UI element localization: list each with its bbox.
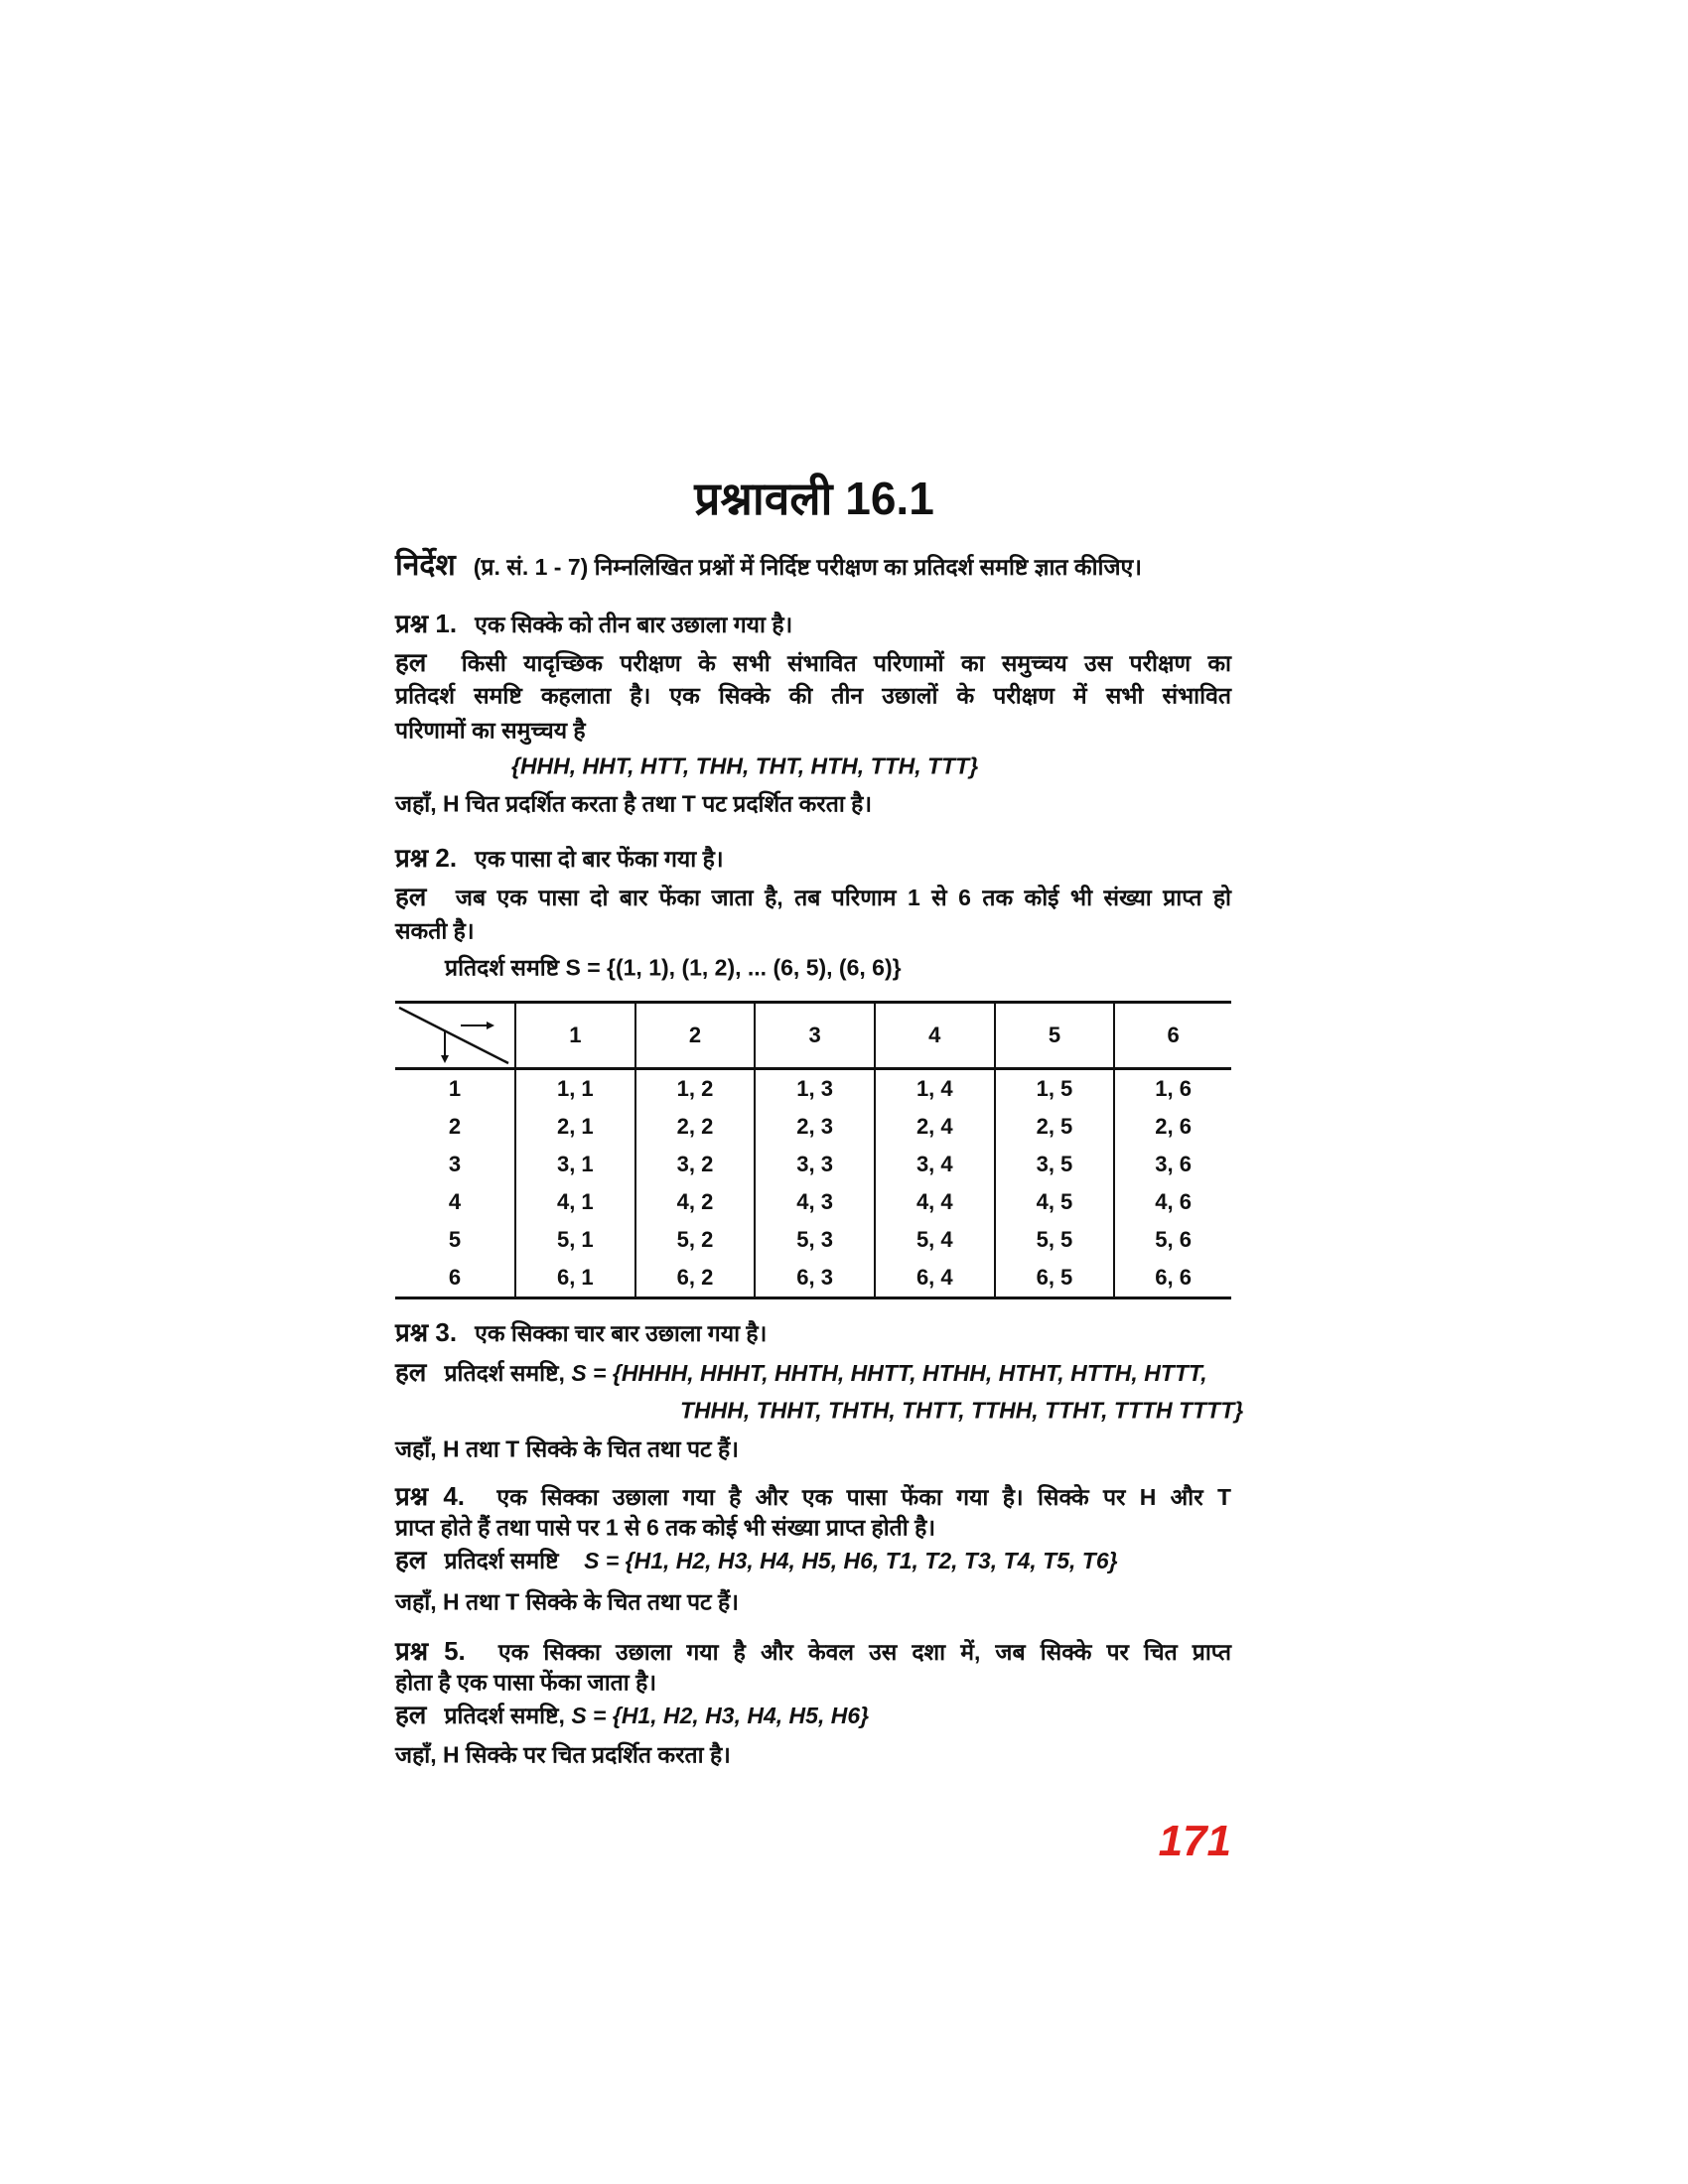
q3-text: एक सिक्का चार बार उछाला गया है। <box>475 1320 768 1346</box>
table-cell: 2, 4 <box>875 1108 995 1146</box>
table-cell: 1, 5 <box>995 1069 1115 1109</box>
row-header: 2 <box>448 1114 462 1139</box>
column-header: 4 <box>875 1003 995 1069</box>
q5-label: प्रश्न 5. <box>395 1636 466 1666</box>
q1-note: जहाँ, H चित प्रदर्शित करता है तथा T पट प्रदर्शित करता है। <box>395 790 873 817</box>
q5-sol-prefix: प्रतिदर्श समष्टि, <box>444 1703 565 1728</box>
q4-sol-label: हल <box>395 1545 427 1574</box>
table-cell: 3, 6 <box>1114 1146 1231 1183</box>
page-title: प्रश्नावली 16.1 <box>694 473 934 524</box>
table-cell: 6, 1 <box>515 1259 635 1298</box>
q2-sol-text: जब एक पासा दो बार फेंका जाता है, तब परिणाम 1 से 6 तक कोई भी संख्या प्राप्त हो <box>455 885 1232 910</box>
direction-label: निर्देश <box>395 549 456 582</box>
table-cell: 2, 2 <box>635 1108 756 1146</box>
q4-sample-space: S = {H1, H2, H3, H4, H5, H6, T1, T2, T3, T4, T5, T6} <box>584 1548 1118 1573</box>
question-4 <box>395 1483 1231 1509</box>
table-cell: 2, 5 <box>995 1108 1115 1146</box>
table-cell: 1, 3 <box>755 1069 875 1109</box>
question-1 <box>395 611 792 636</box>
q1-label: प्रश्न 1. <box>395 609 458 638</box>
q4-sol-prefix: प्रतिदर्श समष्टि <box>444 1548 559 1573</box>
q1-sol-text: प्रतिदर्श समष्टि कहलाता है। एक सिक्के की तीन उछालों के परीक्षण में सभी संभावित <box>395 682 1231 709</box>
q3-sample-space-cont: THHH, THHT, THTH, THTT, TTHH, TTHT, TTTH TTTT} <box>680 1397 1244 1424</box>
table-cell: 6, 4 <box>875 1259 995 1298</box>
column-header: 6 <box>1114 1003 1231 1069</box>
q1-solution-line <box>395 649 1231 675</box>
table-cell: 5, 3 <box>755 1221 875 1259</box>
q3-sol-prefix: प्रतिदर्श समष्टि, <box>444 1360 565 1386</box>
table-cell: 6, 2 <box>635 1259 756 1298</box>
table-row <box>395 1069 1231 1109</box>
diagonal-header-cell <box>395 1003 515 1069</box>
table-row <box>395 1108 1231 1146</box>
table-cell: 3, 5 <box>995 1146 1115 1183</box>
question-2 <box>395 845 724 871</box>
row-header: 1 <box>448 1076 462 1101</box>
table-cell: 3, 4 <box>875 1146 995 1183</box>
q3-sample-space: S = {HHHH, HHHT, HHTH, HHTT, HTHH, HTHT, HTTH, HTTT, <box>571 1360 1207 1386</box>
q1-sol-text: परिणामों का समुच्चय है <box>395 717 586 744</box>
column-header: 2 <box>635 1003 756 1069</box>
table-cell: 6, 3 <box>755 1259 875 1298</box>
row-header: 3 <box>448 1152 462 1176</box>
table-cell: 5, 6 <box>1114 1221 1231 1259</box>
q1-sample-space: {HHH, HHT, HTT, THH, THT, HTH, TTH, TTT} <box>511 752 979 779</box>
q5-note: जहाँ, H सिक्के पर चित प्रदर्शित करता है। <box>395 1741 731 1768</box>
column-header: 3 <box>755 1003 875 1069</box>
column-header: 1 <box>515 1003 635 1069</box>
table-cell: 3, 2 <box>635 1146 756 1183</box>
q5-sol-label: हल <box>395 1700 427 1729</box>
dice-outcome-table <box>395 1001 1231 1299</box>
table-cell: 5, 4 <box>875 1221 995 1259</box>
q4-solution-line <box>395 1547 1118 1572</box>
q3-note: जहाँ, H तथा T सिक्के के चित तथा पट हैं। <box>395 1435 739 1462</box>
q1-sol-label: हल <box>395 647 427 677</box>
row-header: 5 <box>448 1227 462 1252</box>
direction-text: (प्र. सं. 1 - 7) निम्नलिखित प्रश्नों में निर्दिष्ट परीक्षण का प्रतिदर्श समष्टि ज्ञात कीजिए। <box>473 554 1142 580</box>
q4-label: प्रश्न 4. <box>395 1481 466 1511</box>
table-cell: 4, 2 <box>635 1183 756 1221</box>
q4-text: प्राप्त होते हैं तथा पासे पर 1 से 6 तक कोई भी संख्या प्राप्त होती है। <box>395 1514 936 1541</box>
q1-sol-text: किसी यादृच्छिक परीक्षण के सभी संभावित परिणामों का समुच्चय उस परीक्षण का <box>461 650 1231 676</box>
table-cell: 4, 3 <box>755 1183 875 1221</box>
table-cell: 4, 4 <box>875 1183 995 1221</box>
table-cell: 5, 2 <box>635 1221 756 1259</box>
table-cell: 2, 6 <box>1114 1108 1231 1146</box>
table-cell: 1, 6 <box>1114 1069 1231 1109</box>
page-number: 171 <box>1158 1817 1231 1865</box>
table-row <box>395 1146 1231 1183</box>
q2-solution-line <box>395 884 1231 909</box>
q4-text: एक सिक्का उछाला गया है और एक पासा फेंका गया है। सिक्के पर H और T <box>496 1484 1231 1510</box>
q2-text: एक पासा दो बार फेंका गया है। <box>475 846 724 872</box>
q3-label: प्रश्न 3. <box>395 1317 458 1347</box>
table-header-row <box>395 1003 1231 1069</box>
q2-sol-text: सकती है। <box>395 917 475 944</box>
q5-sample-space: S = {H1, H2, H3, H4, H5, H6} <box>571 1703 870 1728</box>
table-row <box>395 1259 1231 1298</box>
q5-text: होता है एक पासा फेंका जाता है। <box>395 1669 657 1696</box>
q3-sol-label: हल <box>395 1357 427 1387</box>
column-header: 5 <box>995 1003 1115 1069</box>
question-3 <box>395 1319 767 1345</box>
table-cell: 3, 3 <box>755 1146 875 1183</box>
table-cell: 4, 5 <box>995 1183 1115 1221</box>
q2-sample-space: प्रतिदर्श समष्टि S = {(1, 1), (1, 2), ... (6, 5), (6, 6)} <box>445 954 902 981</box>
diagonal-arrows-icon <box>395 1004 512 1065</box>
table-cell: 3, 1 <box>515 1146 635 1183</box>
table-cell: 1, 4 <box>875 1069 995 1109</box>
q4-note: जहाँ, H तथा T सिक्के के चित तथा पट हैं। <box>395 1588 739 1615</box>
q3-solution-line <box>395 1359 1207 1385</box>
table-cell: 4, 6 <box>1114 1183 1231 1221</box>
q5-text: एक सिक्का उछाला गया है और केवल उस दशा में, जब सिक्के पर चित प्राप्त <box>497 1639 1232 1665</box>
q2-label: प्रश्न 2. <box>395 843 458 873</box>
table-cell: 2, 3 <box>755 1108 875 1146</box>
table-cell: 5, 5 <box>995 1221 1115 1259</box>
q5-solution-line <box>395 1702 869 1727</box>
table-row <box>395 1183 1231 1221</box>
table-cell: 2, 1 <box>515 1108 635 1146</box>
row-header: 4 <box>448 1189 462 1214</box>
question-5 <box>395 1638 1231 1664</box>
table-cell: 1, 2 <box>635 1069 756 1109</box>
row-header: 6 <box>395 1259 515 1298</box>
table-row <box>395 1221 1231 1259</box>
table-cell: 5, 1 <box>515 1221 635 1259</box>
table-cell: 1, 1 <box>515 1069 635 1109</box>
table-cell: 6, 6 <box>1114 1259 1231 1298</box>
q2-sol-label: हल <box>395 882 427 911</box>
table-cell: 6, 5 <box>995 1259 1115 1298</box>
q1-text: एक सिक्के को तीन बार उछाला गया है। <box>475 612 793 637</box>
table-cell: 4, 1 <box>515 1183 635 1221</box>
direction <box>395 551 1142 581</box>
